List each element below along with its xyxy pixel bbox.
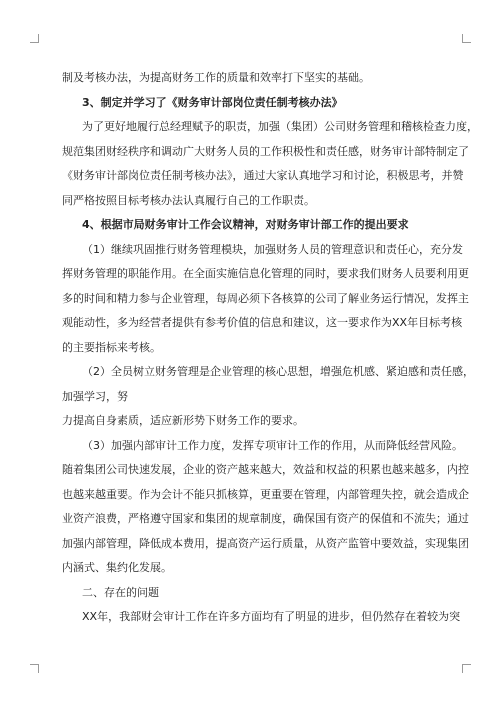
text-line: （2）全员树立财务管理是企业管理的核心思想，增强危机感、紧迫感和责任感，	[82, 365, 474, 378]
text-line: 挥财务管理的职能作用。在全面实施信息化管理的同时，要求我们财务人员要利用更	[62, 267, 469, 280]
text-line: 多的时间和精力参与企业管理，每周必须下各核算的公司了解业务运行情况，发挥主	[62, 291, 469, 305]
text-line: （3）加强内部审计工作力度，发挥专项审计工作的作用，从而降低经营风险。	[82, 438, 463, 452]
crop-mark-top-right	[462, 34, 471, 43]
text-line: 4、根据市局财务审计工作会议精神，对财务审计部工作的提出要求	[82, 218, 409, 231]
crop-mark-top-left	[30, 34, 39, 43]
crop-mark-bottom-right	[462, 664, 471, 673]
text-line: XX年，我部财会审计工作在许多方面均有了明显的进步，但仍然存在着较为突	[82, 610, 461, 623]
text-line: 规范集团财经秩序和调动广大财务人员的工作积极性和责任感，财务审计部特制定了	[62, 144, 469, 158]
crop-mark-bottom-left	[30, 664, 39, 673]
text-line: 3、制定并学习了《财务审计部岗位责任制考核办法》	[82, 95, 343, 109]
text-line: 制及考核办法，为提高财务工作的质量和效率打下坚实的基础。	[62, 71, 370, 84]
text-line: 《财务审计部岗位责任制考核办法》，通过大家认真地学习和讨论，积极思考，并赞	[62, 169, 464, 182]
text-line: 力提高自身素质，适应新形势下财务工作的要求。	[62, 414, 304, 427]
text-line: 二、存在的问题	[82, 585, 159, 599]
text-line: （1）继续巩固推行财务管理模块，加强财务人员的管理意识和责任心，充分发	[82, 242, 463, 256]
text-line: 加强学习，努	[62, 389, 128, 403]
text-line: 观能动性，多为经营者提供有参考价值的信息和建议，这一要求作为XX年目标考核	[62, 316, 463, 329]
text-line: 内涵式、集约化发展。	[62, 561, 172, 574]
document-body	[62, 66, 478, 630]
text-line: 随着集团公司快速发展，企业的资产越来越大，效益和权益的积累也越来越多，内控	[62, 463, 469, 476]
text-line: 业资产浪费，严格遵守国家和集团的规章制度，确保国有资产的保值和不流失；通过	[62, 512, 469, 525]
text-line: 也越来越重要。作为会计不能只抓核算，更重要在管理，内部管理失控，就会造成企	[62, 487, 469, 501]
text-line: 的主要指标来考核。	[62, 340, 161, 354]
text-line: 同严格按照目标考核办法认真履行自己的工作职责。	[62, 193, 315, 207]
text-line: 为了更好地履行总经理赋予的职责，加强（集团）公司财务管理和稽核检查力度，	[82, 120, 478, 133]
text-line: 加强内部管理，降低成本费用，提高资产运行质量，从资产监管中要效益，实现集团	[62, 536, 469, 550]
